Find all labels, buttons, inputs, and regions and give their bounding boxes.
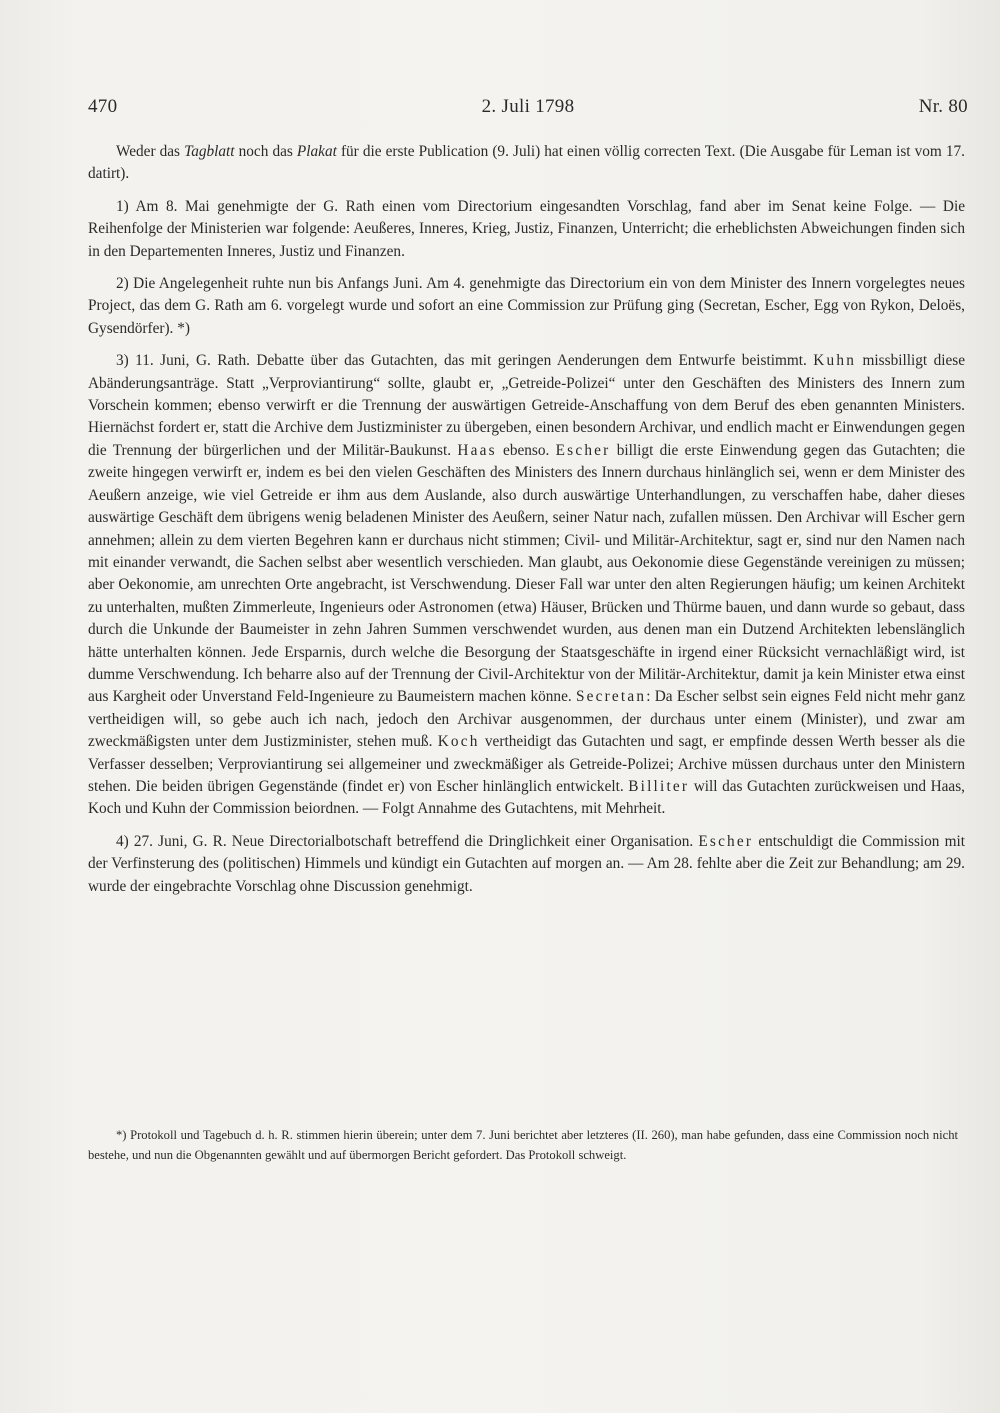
document-number: Nr. 80 xyxy=(918,96,968,117)
page-number: 470 xyxy=(88,96,118,117)
paragraph-note-3 xyxy=(88,350,965,821)
text-run: noch das xyxy=(234,143,297,160)
speaker-name: Haas xyxy=(457,441,497,459)
main-text xyxy=(88,141,965,898)
text-run: 2) Die Angelegenheit ruhte nun bis Anfangs Juni. Am 4. genehmigte das Directorium ein von dem Minister des Innern vorgelegtes neues Project, das dem G. Rath am 6. vorgelegt wurde und sofort an eine Commission zur Prüfung ging (Secretan, Escher, Egg von Rykon, Deloës, Gysendörfer). *) xyxy=(88,275,965,337)
running-header xyxy=(88,96,968,126)
footnote-text: *) Protokoll und Tagebuch d. h. R. stimmen hierin überein; unter dem 7. Juni berichtet aber letzteres (II. 260), man habe gefunden, dass eine Commission noch nicht bestehe, und nun die Obgenannten gewählt und auf übermorgen Bericht gefordert. Das Protokoll schweigt. xyxy=(88,1128,958,1163)
italic-title: Tagblatt xyxy=(184,143,235,160)
text-run: will das Gutachten zurückweisen und Haas, Koch und Kuhn der Commission beiordnen. — Folgt Annahme des Gutachtens, mit Mehrheit. xyxy=(88,777,965,818)
paragraph-intro xyxy=(88,141,965,186)
text-run: ebenso. xyxy=(496,441,556,459)
text-run: 1) Am 8. Mai genehmigte der G. Rath einen vom Directorium eingesandten Vorschlag, fand aber im Senat keine Folge. — Die Reihenfolge der Ministerien war folgende: Aeußeres, Inneres, Krieg, Justiz, Finanzen, Unterricht; die erheblichsten Abweichungen finden sich in den Departementen Inneres, Justiz und Finanzen. xyxy=(88,197,965,260)
italic-title: Plakat xyxy=(296,143,337,160)
text-run: 3) 11. Juni, G. Rath. Debatte über das Gutachten, das mit geringen Aenderungen dem Entwurfe beistimmt. xyxy=(116,352,814,370)
speaker-name: Escher xyxy=(698,832,754,850)
header-date: 2. Juli 1798 xyxy=(481,96,575,117)
text-run: Weder das xyxy=(116,143,185,160)
text-run: billigt die erste Einwendung gegen das Gutachten; die zweite hingegen verwirft er, indem es bei den vielen Geschäften des Ministers des Innern durchaus hinlänglich sei, wenn er dem Minister des Aeußern anzeige, wie viel Getreide er ihm aus dem Auslande, also durch auswärtige Unterhandlungen, zu verschaffen habe, daher dieses auswärtige Geschäft dem übrigens wenig beladenen Minister des Aeußern, seiner Natur nach, zufallen müssen. Den Archivar will Escher gern annehmen; allein zu dem vierten Begehren kann er durchaus nicht stimmen; Civil- und Militär-Architektur, sagt er, sind nur den Namen nach mit einander verwandt, die Sachen selbst aber wesentlich verschieden. Man glaubt, aus Oekonomie diese Gegenstände vereinigen zu müssen; aber Oekonomie, am unrechten Orte angebracht, ist Verschwendung. Dieser Fall war unter den alten Regierungen häufig; um keinen Architekt zu unterhalten, mußten Zimmerleute, Ingenieurs oder Astronomen (etwa) Häuser, Brücken und Thürme bauen, und dann wurde so gebaut, dass durch die Unkunde der Baumeister in zehn Jahren Summen verschwendet wurden, aus denen man ein Dutzend Architekten lebenslänglich hätte unterhalten können. Jede Ersparnis, durch welche die Besorgung der Staatsgeschäfte in irgend einer Rücksicht vernachläßigt wird, ist dumme Verschwendung. Ich beharre also auf der Trennung der Civil-Architektur von der Militär-Architektur, damit ja kein Minister etwa einst aus Kargheit oder Unverstand Feld-Ingenieure zu Baumeistern machen könne. xyxy=(88,441,965,706)
paragraph-note-1 xyxy=(88,196,965,263)
text-run: entschuldigt die Commission mit der Verfinsterung des (politischen) Himmels und kündigt ein Gutachten auf morgen an. — Am 28. fehlte aber die Zeit zur Behandlung; am 29. wurde der eingebrachte Vorschlag ohne Discussion genehmigt. xyxy=(88,832,965,895)
text-run: 4) 27. Juni, G. R. Neue Directorialbotschaft betreffend die Dringlichkeit einer Organisation. xyxy=(116,832,699,850)
speaker-name: Billiter xyxy=(628,777,690,795)
footnote xyxy=(88,1125,958,1166)
paragraph-note-4 xyxy=(88,831,965,898)
text-run: missbilligt diese Abänderungsanträge. Statt „Verproviantirung“ sollte, glaubt er, „Getreide-Polizei“ unter den Geschäften des Ministers des Innern zum Vorschein kommen; ebenso verwirft er die Trennung der auswärtigen Getreide-Anschaffung von dem Beruf des eben genannten Ministers. Hiernächst fordert er, statt die Archive dem Justizminister zu übergeben, einen besondern Archivar, und endlich macht er Einwendungen gegen die Trennung der bürgerlichen und der Militär-Baukunst. xyxy=(88,352,965,459)
text-run: vertheidigt das Gutachten und sagt, er empfinde dessen Werth besser als die Verfasser desselben; Verproviantirung sei allgemeiner und zweckmäßiger als Getreide-Polizei; Archive müssen durchaus unter den Ministern stehen. Die beiden übrigen Gegenstände (findet er) von Escher hinlänglich entwickelt. xyxy=(88,733,965,795)
speaker-name: Escher xyxy=(555,441,611,459)
speaker-name: Secretan xyxy=(575,688,647,706)
speaker-name: Kuhn xyxy=(813,352,857,370)
speaker-name: Koch xyxy=(437,733,480,751)
paragraph-note-2 xyxy=(88,273,965,340)
text-run: : Da Escher selbst sein eignes Feld nicht mehr ganz vertheidigen will, so gebe auch ich nach, jedoch den Archivar ausgenommen, der durchaus unter einem (Minister), und zwar am zweckmäßigsten unter dem Justizminister, stehen muß. xyxy=(88,688,965,751)
text-run: für die erste Publication (9. Juli) hat einen völlig correcten Text. (Die Ausgabe für Leman ist vom 17. datirt). xyxy=(88,143,965,183)
